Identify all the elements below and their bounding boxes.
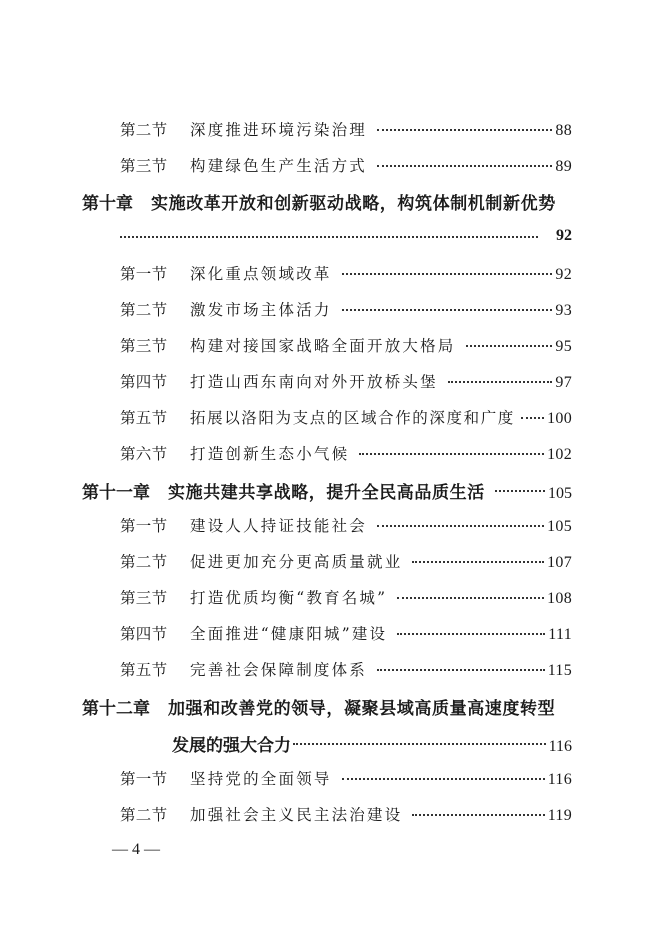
toc-chapter-continuation[interactable]: [120, 227, 572, 245]
toc-entry[interactable]: [120, 298, 572, 320]
page-number: 89: [555, 158, 572, 175]
page-number: 119: [547, 807, 572, 824]
dot-leader: [397, 596, 544, 599]
dot-leader: [377, 524, 544, 527]
dot-leader: [412, 560, 544, 563]
page-number: 111: [548, 626, 572, 643]
section-title: 构建对接国家战略全面开放大格局: [190, 337, 456, 355]
chapter-number: 第十章: [82, 194, 133, 214]
dot-leader: [495, 489, 545, 492]
page-number: 95: [555, 338, 572, 355]
dot-leader: [397, 632, 545, 635]
page-number: 92: [556, 227, 572, 244]
dot-leader: [293, 742, 546, 745]
section-title: 打造山西东南向对外开放桥头堡: [190, 373, 438, 391]
page-number: 108: [547, 590, 572, 607]
section-title: 打造优质均衡“教育名城”: [190, 589, 388, 607]
section-number: 第六节: [120, 445, 168, 463]
page-number: 97: [555, 374, 572, 391]
section-number: 第一节: [120, 517, 168, 535]
chapter-title: 实施改革开放和创新驱动战略，构筑体制机制新优势: [151, 194, 556, 214]
section-number: 第二节: [120, 301, 168, 319]
dot-leader: [342, 777, 545, 780]
toc-entry[interactable]: [120, 514, 572, 536]
chapter-number: 第十二章: [82, 699, 150, 719]
page-number: 107: [547, 554, 572, 571]
dot-leader: [521, 416, 544, 419]
section-title: 打造创新生态小气候: [190, 445, 350, 463]
section-title: 完善社会保障制度体系: [190, 661, 368, 679]
section-number: 第五节: [120, 409, 168, 427]
section-title: 拓展以洛阳为支点的区域合作的深度和广度: [190, 409, 515, 427]
chapter-title: 加强和改善党的领导，凝聚县域高质量高速度转型: [168, 699, 556, 719]
section-number: 第三节: [120, 157, 168, 175]
section-number: 第二节: [120, 121, 168, 139]
toc-entry[interactable]: [120, 586, 572, 608]
section-number: 第四节: [120, 625, 168, 643]
section-number: 第二节: [120, 553, 168, 571]
section-number: 第一节: [120, 770, 168, 788]
page-number: 102: [547, 446, 572, 463]
section-title: 促进更加充分更高质量就业: [190, 553, 403, 571]
toc-entry[interactable]: [120, 154, 572, 176]
toc-entry[interactable]: [120, 262, 572, 284]
section-number: 第五节: [120, 661, 168, 679]
dot-leader: [342, 272, 553, 275]
section-title: 激发市场主体活力: [190, 301, 332, 319]
section-title: 深度推进环境污染治理: [190, 121, 368, 139]
section-title: 坚持党的全面领导: [190, 770, 332, 788]
dot-leader: [377, 164, 552, 167]
section-number: 第二节: [120, 806, 168, 824]
dot-leader: [342, 308, 553, 311]
section-title: 全面推进“健康阳城”建设: [190, 625, 388, 643]
page-number: 93: [555, 302, 572, 319]
page-number: 116: [547, 771, 572, 788]
toc-entry[interactable]: [120, 550, 572, 572]
page-number: 116: [548, 738, 572, 755]
toc-entry[interactable]: [120, 442, 572, 464]
page-number: 92: [555, 266, 572, 283]
dot-leader: [359, 452, 544, 455]
toc-entry[interactable]: [120, 803, 572, 825]
page-footer: — 4 —: [112, 841, 160, 858]
page-number: 105: [547, 518, 572, 535]
dot-leader: [377, 668, 545, 671]
section-number: 第四节: [120, 373, 168, 391]
dot-leader: [466, 344, 553, 347]
page-number: 88: [555, 122, 572, 139]
dot-leader: [412, 813, 544, 816]
toc-chapter[interactable]: [82, 189, 572, 214]
page-number: 115: [547, 662, 572, 679]
section-number: 第三节: [120, 337, 168, 355]
dot-leader: [377, 128, 552, 131]
page-number: 105: [548, 485, 572, 502]
toc-entry[interactable]: [120, 658, 572, 680]
section-number: 第一节: [120, 265, 168, 283]
toc-chapter[interactable]: [82, 478, 572, 503]
chapter-title: 实施共建共享战略，提升全民高品质生活: [168, 483, 485, 503]
toc-entry[interactable]: [120, 118, 572, 140]
dot-leader: [120, 235, 538, 238]
chapter-number: 第十一章: [82, 483, 150, 503]
toc-entry[interactable]: [120, 622, 572, 644]
toc-entry[interactable]: [120, 334, 572, 356]
section-title: 建设人人持证技能社会: [190, 517, 368, 535]
section-title: 加强社会主义民主法治建设: [190, 806, 403, 824]
section-number: 第三节: [120, 589, 168, 607]
toc-chapter-continuation[interactable]: [172, 731, 572, 756]
toc-entry[interactable]: [120, 370, 572, 392]
chapter-title-continued: 发展的强大合力: [172, 736, 291, 756]
section-title: 深化重点领域改革: [190, 265, 332, 283]
toc-entry[interactable]: [120, 406, 572, 428]
page-number: 100: [547, 410, 572, 427]
toc-entry[interactable]: [120, 767, 572, 789]
toc-chapter[interactable]: [82, 694, 572, 719]
section-title: 构建绿色生产生活方式: [190, 157, 368, 175]
dot-leader: [448, 380, 553, 383]
